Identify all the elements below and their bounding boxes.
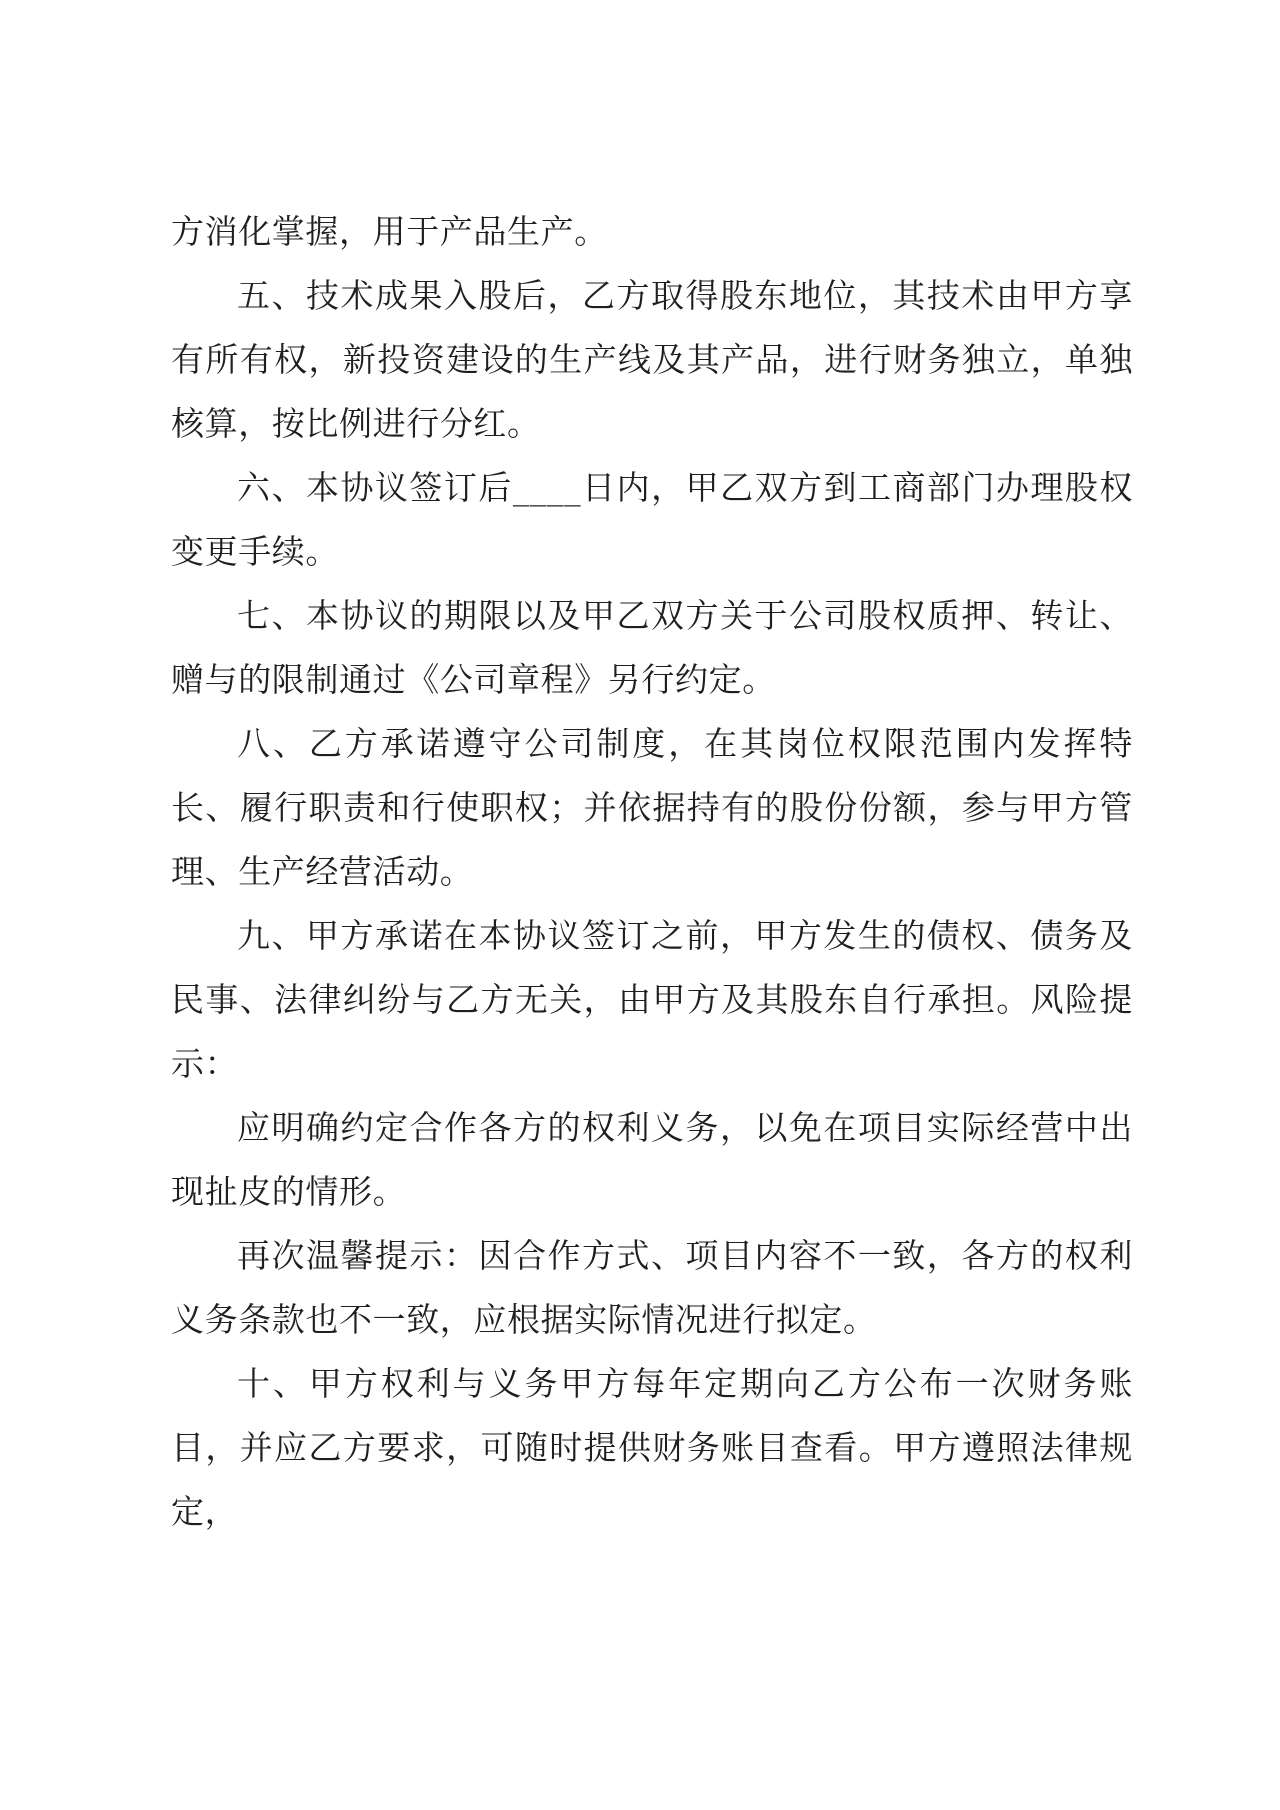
paragraph-clause-9: 九、甲方承诺在本协议签订之前，甲方发生的债权、债务及民事、法律纠纷与乙方无关，由甲方及其股东自行承担。风险提示：	[171, 916, 1133, 1083]
paragraph-clause-7: 七、本协议的期限以及甲乙双方关于公司股权质押、转让、赠与的限制通过《公司章程》另行约定。	[171, 596, 1133, 699]
paragraph-clause-6: 六、本协议签订后____日内，甲乙双方到工商部门办理股权变更手续。	[171, 468, 1133, 571]
paragraph-reminder: 再次温馨提示：因合作方式、项目内容不一致，各方的权利义务条款也不一致，应根据实际情况进行拟定。	[171, 1236, 1133, 1339]
paragraph-clause-8: 八、乙方承诺遵守公司制度，在其岗位权限范围内发挥特长、履行职责和行使职权；并依据持有的股份份额，参与甲方管理、生产经营活动。	[171, 724, 1133, 891]
paragraph-continuation: 方消化掌握，用于产品生产。	[171, 212, 608, 251]
paragraph-clause-5: 五、技术成果入股后，乙方取得股东地位，其技术由甲方享有所有权，新投资建设的生产线及其产品，进行财务独立，单独核算，按比例进行分红。	[171, 276, 1133, 443]
paragraph-clause-10: 十、甲方权利与义务甲方每年定期向乙方公布一次财务账目，并应乙方要求，可随时提供财务账目查看。甲方遵照法律规定，	[171, 1364, 1133, 1531]
document-body	[171, 200, 1133, 1544]
paragraph-risk-note: 应明确约定合作各方的权利义务，以免在项目实际经营中出现扯皮的情形。	[171, 1108, 1133, 1211]
